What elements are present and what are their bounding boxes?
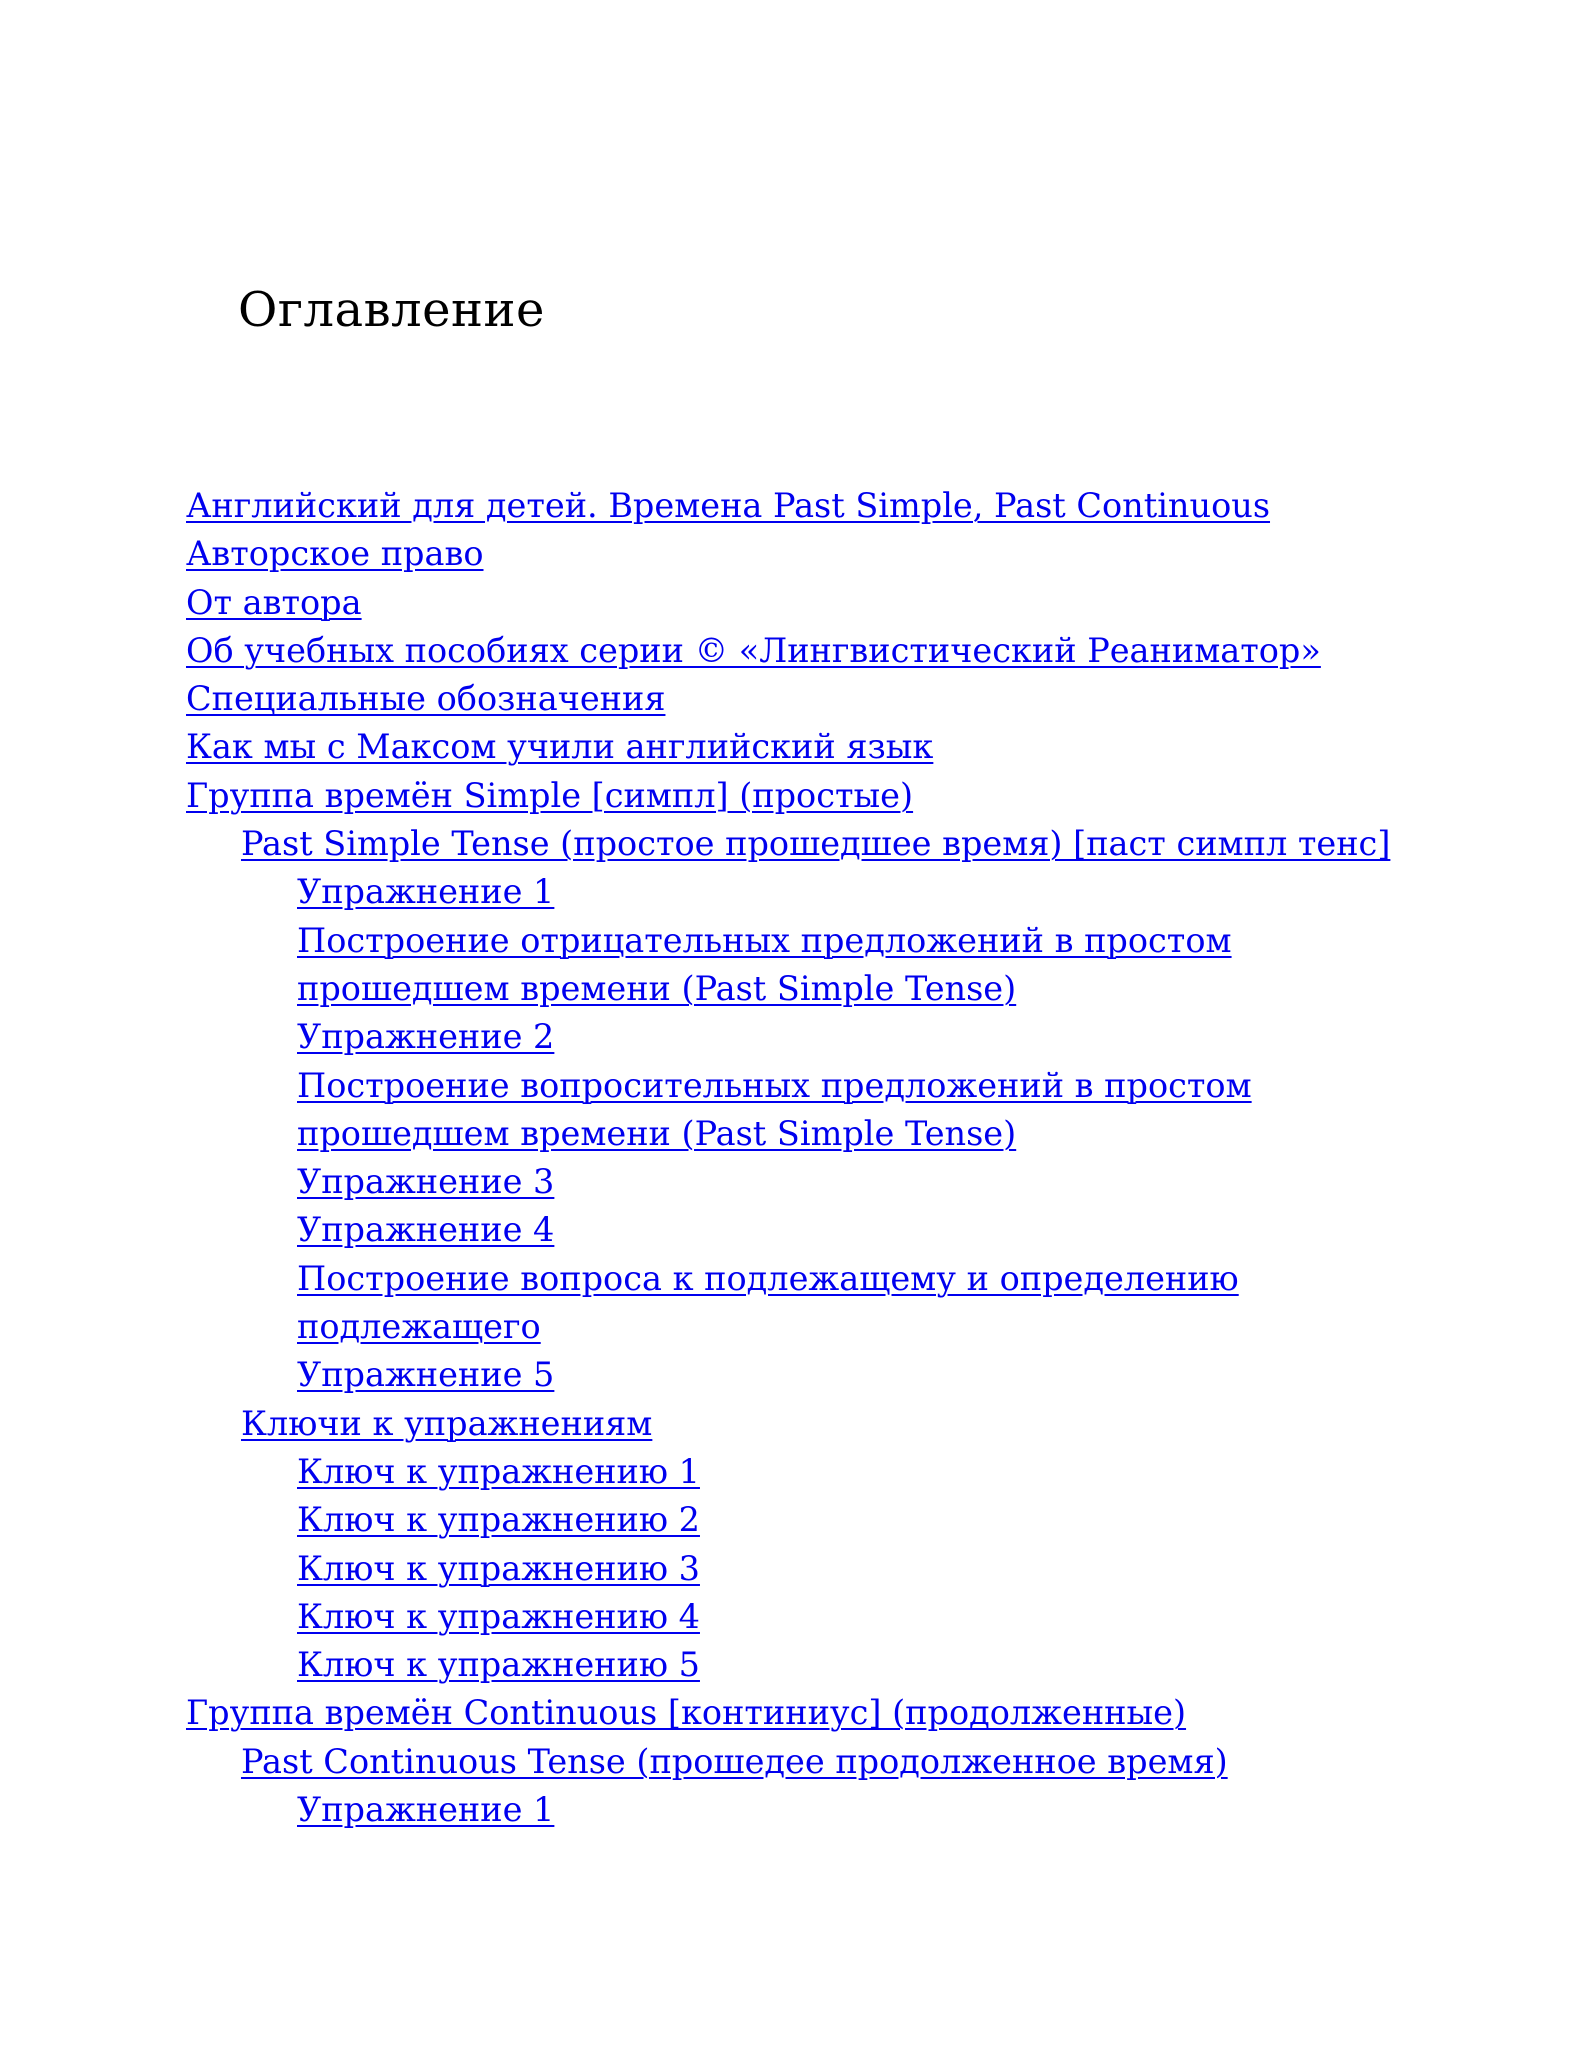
toc-link-answer-keys[interactable]: Ключи к упражнениям (241, 1403, 653, 1443)
toc-link-from-author[interactable]: От автора (186, 582, 362, 622)
toc-link-key-2[interactable]: Ключ к упражнению 2 (297, 1500, 700, 1540)
toc-link-question-sentences[interactable]: Построение вопросительных предложений в простом прошедшем времени (Past Simple Tense) (297, 1065, 1252, 1153)
table-of-contents (186, 482, 1446, 1834)
toc-link-key-1[interactable]: Ключ к упражнению 1 (297, 1451, 700, 1491)
page-title: Оглавление (238, 282, 545, 338)
toc-link-key-3[interactable]: Ключ к упражнению 3 (297, 1548, 700, 1588)
toc-link-key-4[interactable]: Ключ к упражнению 4 (297, 1596, 700, 1636)
toc-link-book-title[interactable]: Английский для детей. Времена Past Simple, Past Continuous (186, 486, 1271, 525)
toc-link-exercise-2[interactable]: Упражнение 2 (297, 1017, 555, 1057)
toc-link-exercise-1[interactable]: Упражнение 1 (297, 872, 555, 912)
toc-link-about-series[interactable]: Об учебных пособиях серии © «Лингвистический Реаниматор» (186, 630, 1321, 670)
toc-link-max-story[interactable]: Как мы с Максом учили английский язык (186, 727, 934, 767)
toc-link-special-notation[interactable]: Специальные обозначения (186, 679, 666, 719)
toc-link-continuous-exercise-1[interactable]: Упражнение 1 (297, 1790, 555, 1830)
toc-link-exercise-4[interactable]: Упражнение 4 (297, 1210, 555, 1250)
toc-link-exercise-3[interactable]: Упражнение 3 (297, 1162, 555, 1202)
toc-link-copyright[interactable]: Авторское право (186, 534, 484, 574)
toc-link-past-simple-tense[interactable]: Past Simple Tense (простое прошедшее время) [паст симпл тенс] (241, 824, 1391, 864)
toc-link-negative-sentences[interactable]: Построение отрицательных предложений в простом прошедшем времени (Past Simple Tense) (297, 920, 1232, 1008)
toc-link-key-5[interactable]: Ключ к упражнению 5 (297, 1645, 700, 1685)
toc-link-exercise-5[interactable]: Упражнение 5 (297, 1355, 555, 1395)
toc-link-simple-group[interactable]: Группа времён Simple [симпл] (простые) (186, 775, 914, 815)
toc-link-subject-questions[interactable]: Построение вопроса к подлежащему и определению подлежащего (297, 1258, 1239, 1347)
toc-link-past-continuous-tense[interactable]: Past Continuous Tense (прошедее продолженное время) (241, 1741, 1228, 1781)
toc-link-continuous-group[interactable]: Группа времён Continuous [континиус] (продолженные) (186, 1693, 1187, 1733)
